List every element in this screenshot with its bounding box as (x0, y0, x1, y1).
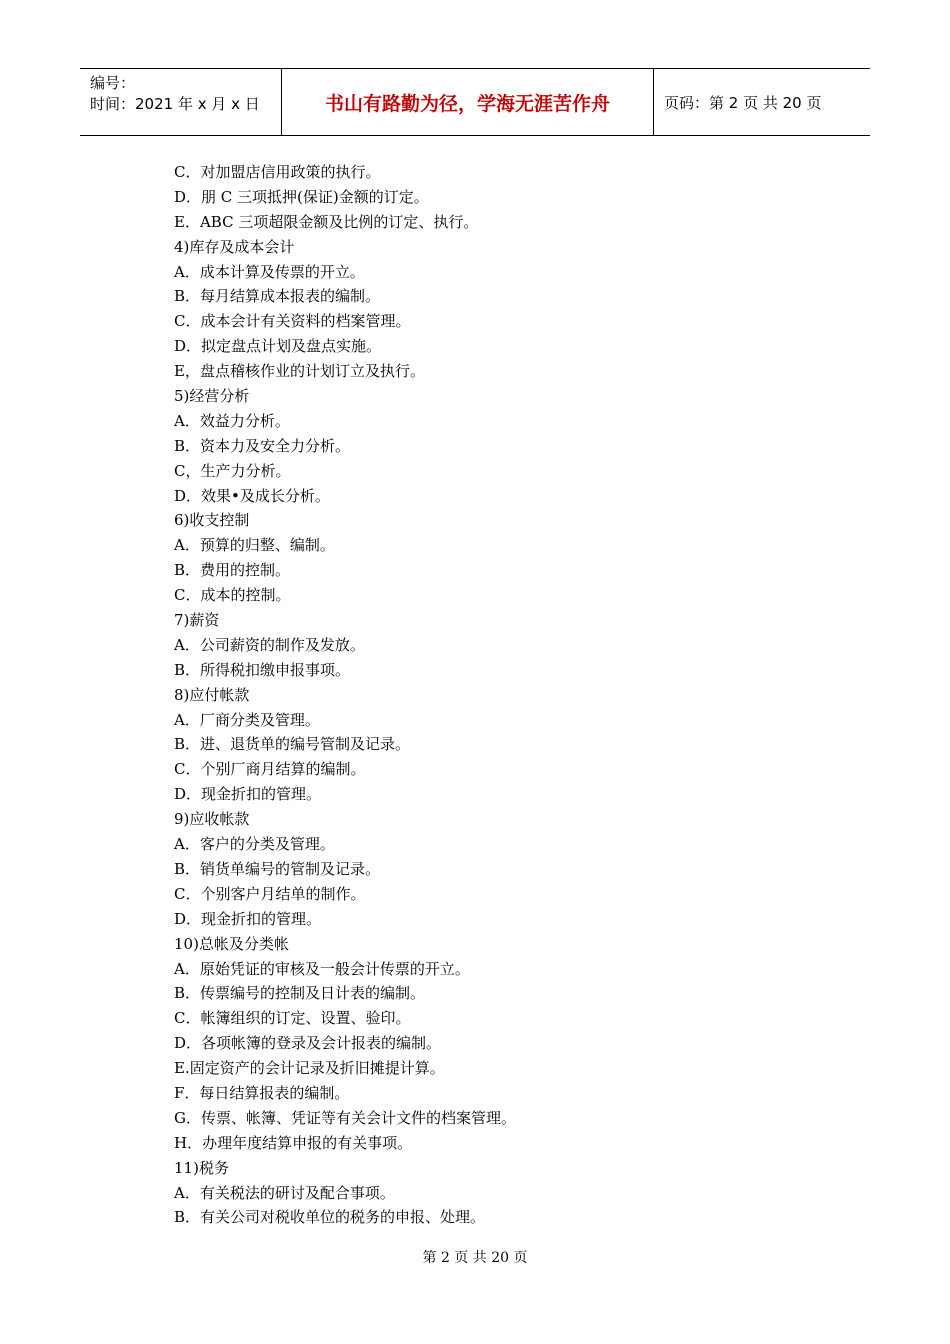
body-line: A．成本计算及传票的开立。 (174, 262, 365, 281)
body-line: B．销货单编号的管制及记录。 (174, 859, 381, 878)
body-line: G．传票、帐簿、凭证等有关会计文件的档案管理。 (174, 1108, 516, 1127)
body-line: C．成本的控制。 (174, 586, 291, 605)
section-heading: 6)收支控制 (174, 511, 250, 530)
section-heading: 7)薪资 (174, 611, 220, 630)
header-meta (80, 69, 282, 135)
body-line: D．现金折扣的管理。 (174, 909, 322, 928)
header-page-info: 页码：第 2 页 共 20 页 (664, 93, 822, 112)
body-line: C．个别厂商月结算的编制。 (174, 760, 366, 779)
body-line: E.固定资产的会计记录及折旧摊提计算。 (174, 1059, 445, 1078)
body-line: B．进、退货单的编号管制及记录。 (174, 735, 411, 754)
body-line: C．帐簿组织的订定、设置、验印。 (174, 1009, 411, 1028)
body-line: D．朋 C 三项抵押(保证)金额的订定。 (174, 187, 429, 206)
body-line: A．有关税法的研讨及配合事项。 (174, 1183, 395, 1202)
body-line: B．有关公司对税收单位的税务的申报、处理。 (174, 1208, 486, 1227)
body-line: E，盘点稽核作业的计划订立及执行。 (174, 362, 425, 381)
body-line: A．客户的分类及管理。 (174, 835, 335, 854)
body-line: D．拟定盘点计划及盘点实施。 (174, 337, 382, 356)
footer-page-number: 第 2 页 共 20 页 (422, 1250, 528, 1266)
document-time: 时间：2021 年 x 月 x 日 (90, 95, 260, 113)
body-line: F．每日结算报表的编制。 (174, 1083, 350, 1102)
section-heading: 8)应付帐款 (174, 685, 250, 704)
body-line: A．效益力分析。 (174, 411, 290, 430)
section-heading: 4)库存及成本会计 (174, 237, 295, 256)
page-footer (0, 1247, 950, 1267)
body-line: B．每月结算成本报表的编制。 (174, 287, 381, 306)
section-heading: 10)总帐及分类帐 (174, 934, 289, 953)
section-heading: 9)应收帐款 (174, 810, 250, 829)
header-motto: 书山有路勤为径，学海无涯苦作舟 (282, 69, 654, 135)
body-line: B．所得税扣缴申报事项。 (174, 660, 351, 679)
body-line: A．公司薪资的制作及发放。 (174, 635, 365, 654)
body-line: B．传票编号的控制及日计表的编制。 (174, 984, 426, 1003)
body-line: D．效果•及成长分析。 (174, 486, 330, 505)
section-heading: 5)经营分析 (174, 387, 250, 406)
document-body (174, 160, 794, 1230)
body-line: B．费用的控制。 (174, 561, 291, 580)
body-line: C．对加盟店信用政策的执行。 (174, 163, 381, 181)
body-line: A．原始凭证的审核及一般会计传票的开立。 (174, 959, 470, 978)
body-line: A．厂商分类及管理。 (174, 710, 320, 729)
body-line: D．各项帐簿的登录及会计报表的编制。 (174, 1034, 442, 1053)
document-number-label: 编号： (90, 74, 136, 92)
body-line: H．办理年度结算申报的有关事项。 (174, 1133, 413, 1152)
body-line: D．现金折扣的管理。 (174, 785, 322, 804)
section-heading: 11)税务 (174, 1158, 229, 1177)
body-line: C．个别客户月结单的制作。 (174, 884, 366, 903)
page-header (80, 68, 870, 136)
body-line: B．资本力及安全力分析。 (174, 436, 351, 455)
body-line: E．ABC 三项超限金额及比例的订定、执行。 (174, 212, 479, 231)
body-line: C．成本会计有关资料的档案管理。 (174, 312, 411, 331)
body-line: C，生产力分析。 (174, 461, 291, 480)
body-line: A．预算的归整、编制。 (174, 536, 335, 555)
